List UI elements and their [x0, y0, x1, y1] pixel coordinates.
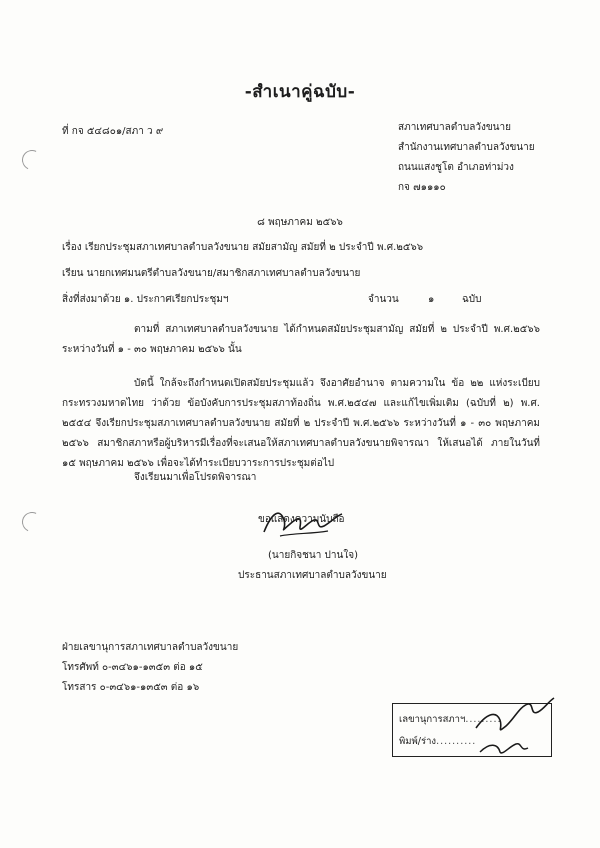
punch-hole-mark-middle: [19, 509, 45, 535]
signatory-position: ประธานสภาเทศบาลตำบลวังขนาย: [238, 570, 387, 581]
reference-number: ที่ กจ ๕๔๘๐๑/สภา ว ๙: [62, 126, 164, 137]
approval-initials: [470, 694, 560, 760]
footer-fax: โทรสาร ๐-๓๔๖๑-๑๓๕๓ ต่อ ๑๖: [62, 682, 200, 693]
enclosure-unit: ฉบับ: [462, 294, 482, 305]
recipient-line: เรียน นายกเทศมนตรีตำบลวังขนาย/สมาชิกสภาเทศบาลตำบลวังขนาย: [62, 268, 361, 279]
document-title: -สำเนาคู่ฉบับ-: [244, 82, 356, 102]
signature-salutation: ขอแสดงความนับถือ: [258, 514, 345, 525]
enclosure-count: ๑: [428, 294, 435, 305]
enclosure-count-label: จำนวน: [368, 294, 399, 305]
punch-hole-mark-top: [19, 147, 45, 173]
sender-address-line-3: ถนนแสงชูโต อำเภอท่าม่วง: [398, 162, 514, 173]
footer-department: ฝ่ายเลขานุการสภาเทศบาลตำบลวังขนาย: [62, 642, 239, 653]
subject-line: เรื่อง เรียกประชุมสภาเทศบาลตำบลวังขนาย สมัยสามัญ สมัยที่ ๒ ประจำปี พ.ศ.๒๕๖๖: [62, 242, 424, 253]
closing-request: จึงเรียนมาเพื่อโปรดพิจารณา: [134, 472, 257, 483]
approval-secretary-label: เลขานุการสภาฯ: [399, 714, 466, 725]
body-paragraph-2: บัดนี้ ใกล้จะถึงกำหนดเปิดสมัยประชุมแล้ว จึงอาศัยอำนาจ ตามความใน ข้อ ๒๒ แห่งระเบียบกระทรวงมหาดไทย ว่าด้วย ข้อบังคับการประชุมสภาท้องถิ่น พ.ศ.๒๕๔๗ และแก้ไขเพิ่มเติม (ฉบับที่ ๒) พ.ศ. ๒๕๕๔ จึงเรียกประชุมสภาเทศบาลตำบลวังขนาย สมัยที่ ๒ ประจำปี พ.ศ.๒๕๖๖ ระหว่างวันที่ ๑ - ๓๐ พฤษภาคม ๒๕๖๖ สมาชิกสภาหรือผู้บริหารมีเรื่องที่จะเสนอให้สภาเทศบาลตำบลวังขนายพิจารณา ให้เสนอได้ ภายในวันที่ ๑๕ พฤษภาคม ๒๕๖๖ เพื่อจะได้ทำระเบียบวาระการประชุมต่อไป: [62, 378, 540, 469]
document-date: ๘ พฤษภาคม ๒๕๖๖: [257, 217, 343, 228]
footer-phone: โทรศัพท์ ๐-๓๔๖๑-๑๓๕๓ ต่อ ๑๕: [62, 662, 203, 673]
sender-address-line-4: กจ ๗๑๑๑๐: [398, 182, 446, 193]
enclosure-label: สิ่งที่ส่งมาด้วย ๑. ประกาศเรียกประชุมฯ: [62, 294, 229, 305]
body-paragraph-1: ตามที่ สภาเทศบาลตำบลวังขนาย ได้กำหนดสมัยประชุมสามัญ สมัยที่ ๒ ประจำปี พ.ศ.๒๕๖๖ ระหว่างวันที่ ๑ - ๓๐ พฤษภาคม ๒๕๖๖ นั้น: [62, 324, 540, 355]
handwritten-signature: [250, 500, 360, 540]
sender-address-line-1: สภาเทศบาลตำบลวังขนาย: [398, 122, 511, 133]
approval-box: เลขานุการสภาฯ......... พิมพ์/ร่าง..........: [392, 703, 552, 757]
sender-address-line-2: สำนักงานเทศบาลตำบลวังขนาย: [398, 142, 535, 153]
approval-typist-label: พิมพ์/ร่าง: [399, 736, 437, 747]
signatory-name: (นายกิจชนา ปานใจ): [268, 550, 358, 561]
